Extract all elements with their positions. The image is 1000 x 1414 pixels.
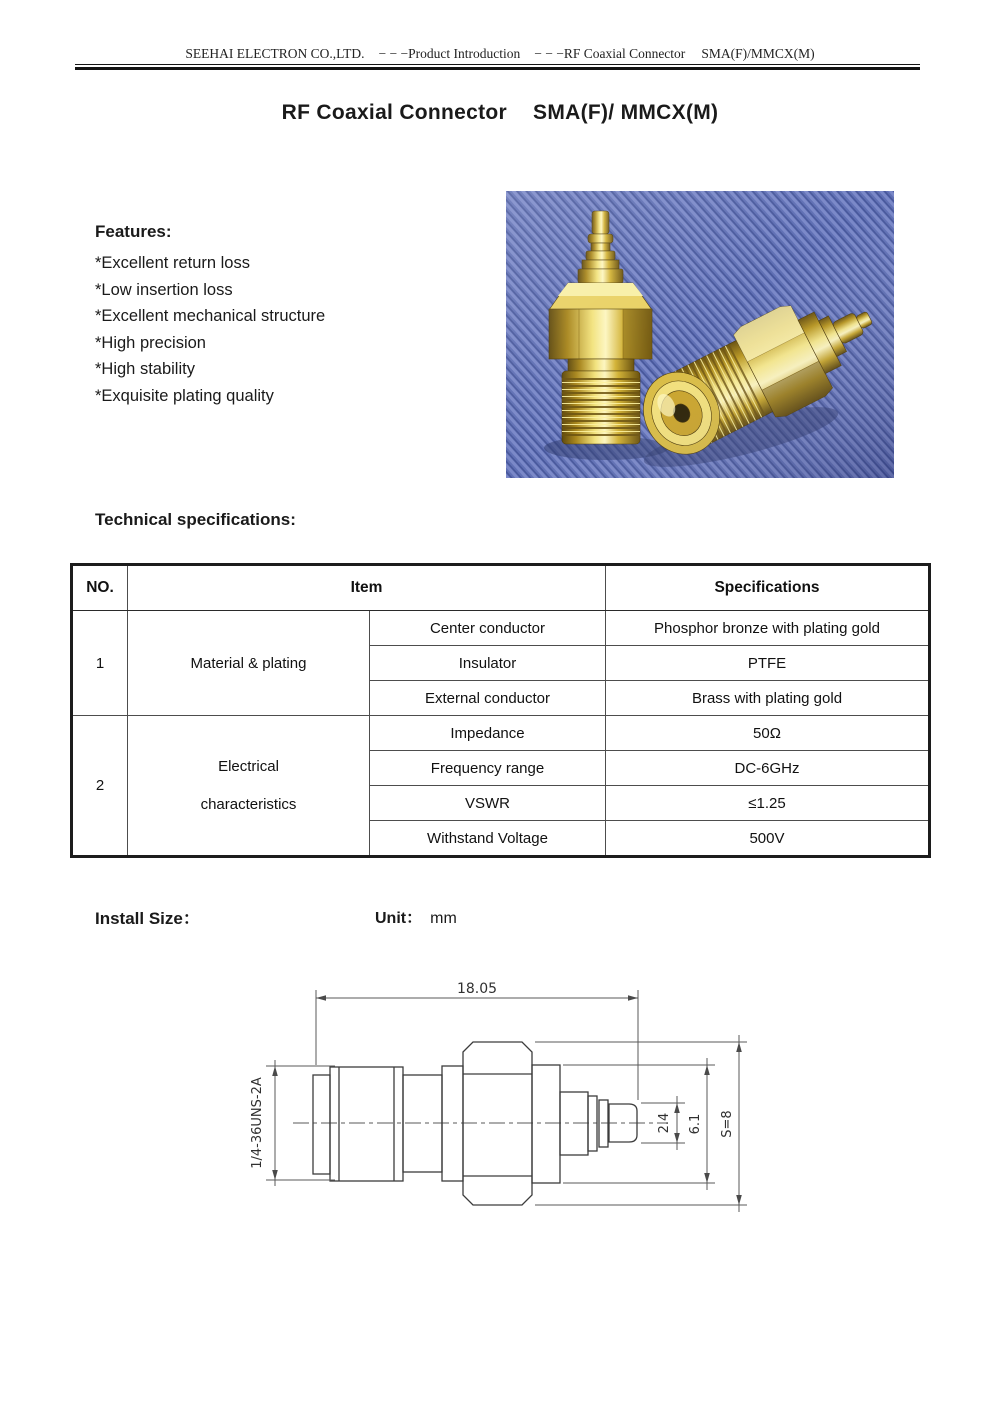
sub-item: Center conductor — [370, 611, 606, 646]
dim-overall-length: 18.05 — [456, 981, 498, 997]
header-product: RF Coaxial Connector — [563, 46, 686, 61]
dim-tip-diameter: 2.4 — [657, 1112, 672, 1134]
spec-value: 50Ω — [606, 716, 930, 751]
feature-item: *Excellent return loss — [95, 254, 250, 272]
group-no: 1 — [72, 611, 128, 716]
spec-value: 500V — [606, 821, 930, 857]
group-item-line: Electrical — [218, 757, 279, 775]
feature-item: *Low insertion loss — [95, 280, 233, 299]
unit-value: mm — [430, 910, 457, 927]
spec-value: Brass with plating gold — [606, 681, 930, 716]
page-title — [0, 101, 1000, 125]
feature-item: *Exquisite plating quality — [95, 386, 274, 405]
col-header-specifications: Specifications — [606, 565, 930, 611]
product-photo-image — [506, 191, 894, 478]
header-company: SEEHAI ELECTRON CO.,LTD. — [185, 46, 365, 61]
col-header-item: Item — [128, 565, 606, 611]
header-separator-1: − − − — [378, 46, 409, 61]
connector-dimension-drawing — [190, 953, 790, 1253]
group-item-line: characteristics — [200, 795, 297, 813]
table-row — [72, 611, 930, 646]
feature-item: *Excellent mechanical structure — [95, 307, 326, 325]
spec-table-header-row — [72, 565, 930, 611]
feature-item: *High stability — [95, 360, 195, 378]
install-size-drawing — [190, 953, 790, 1258]
spec-section-heading: Technical specifications: — [95, 510, 296, 529]
header-double-rule — [75, 64, 920, 70]
unit-row — [375, 905, 457, 928]
header-doc-type: Product Introduction — [408, 46, 521, 61]
title-product: RF Coaxial Connector — [281, 101, 508, 124]
group-item — [128, 716, 370, 857]
sub-item: Frequency range — [370, 751, 606, 786]
product-photo — [506, 191, 894, 478]
sub-item: Impedance — [370, 716, 606, 751]
feature-item: *High precision — [95, 333, 206, 352]
dim-overall-length-lines — [316, 990, 638, 1100]
install-size-heading: Install Size： — [95, 909, 200, 928]
spec-value: Phosphor bronze with plating gold — [606, 611, 930, 646]
page-header — [0, 46, 1000, 62]
dim-hex-size: S=8 — [720, 1110, 735, 1138]
dim-thread-spec: 1/4-36UNS-2A — [250, 1077, 265, 1169]
features-section — [95, 222, 325, 409]
sub-item: Withstand Voltage — [370, 821, 606, 857]
spec-value: ≤1.25 — [606, 786, 930, 821]
header-separator-2: − − − — [534, 46, 564, 61]
photo-lighting-overlay — [506, 191, 894, 478]
spec-table — [70, 563, 931, 858]
group-no: 2 — [72, 716, 128, 857]
sub-item: VSWR — [370, 786, 606, 821]
spec-value: PTFE — [606, 646, 930, 681]
table-row — [72, 716, 930, 751]
group-item: Material & plating — [128, 611, 370, 716]
unit-label: Unit： — [375, 910, 423, 927]
sub-item: External conductor — [370, 681, 606, 716]
col-header-no: NO. — [72, 565, 128, 611]
dim-mid-diameter: 6.1 — [688, 1113, 703, 1135]
header-model: SMA(F)/MMCX(M) — [701, 46, 815, 61]
title-model: SMA(F)/ MMCX(M) — [533, 101, 719, 124]
sub-item: Insulator — [370, 646, 606, 681]
features-heading: Features: — [95, 222, 172, 241]
spec-value: DC-6GHz — [606, 751, 930, 786]
